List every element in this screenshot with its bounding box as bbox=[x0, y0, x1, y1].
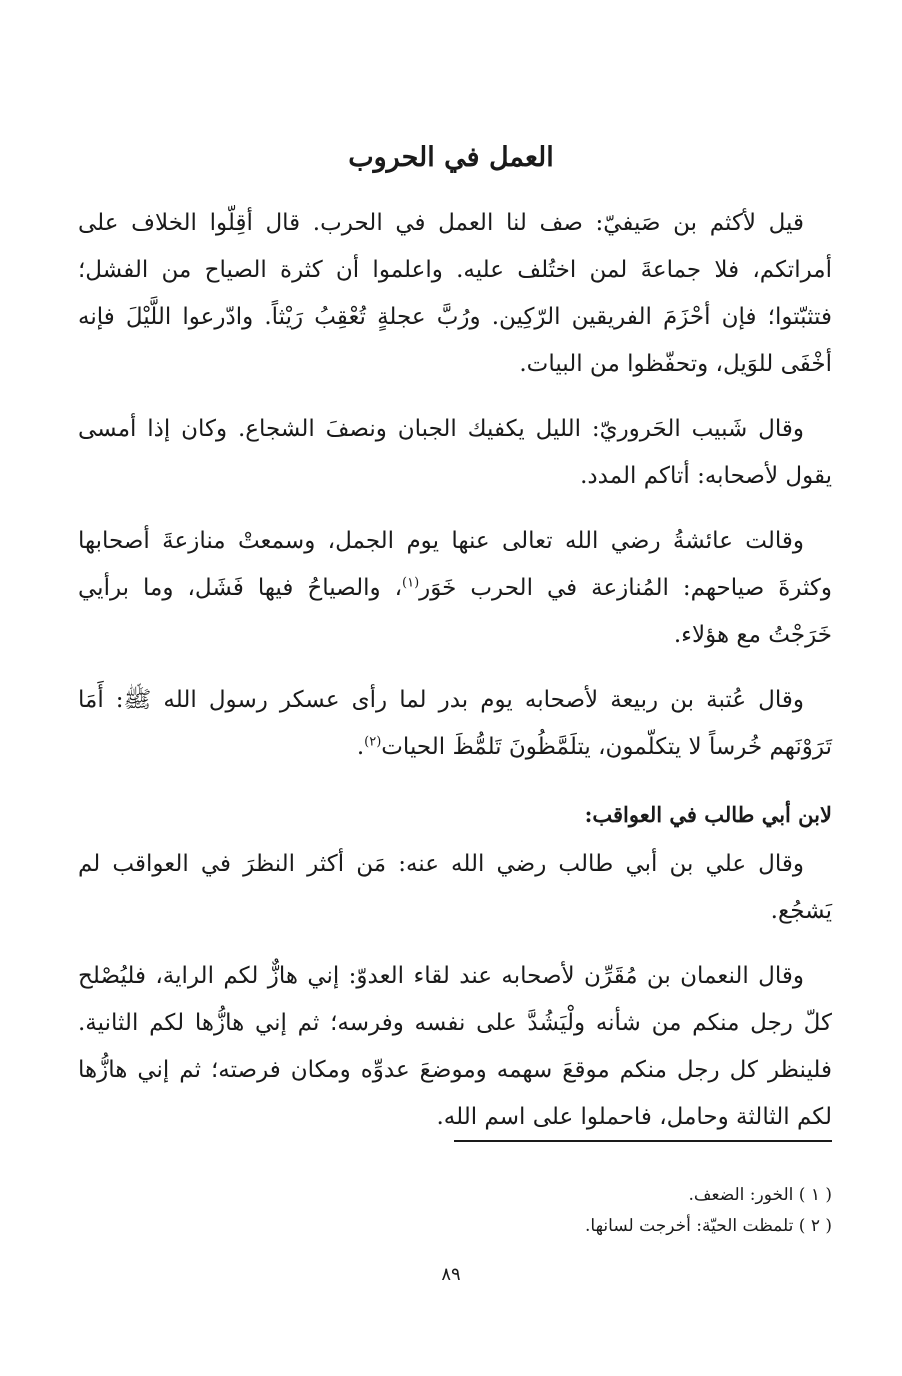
section-heading: لابن أبي طالب في العواقب: bbox=[584, 802, 832, 827]
footnote-text: تلمظت الحيّة: أخرجت لسانها. bbox=[584, 1216, 794, 1236]
paragraph-ali: وقال علي بن أبي طالب رضي الله عنه: مَن أكثر النظرَ في العواقب لم يَشجُع. bbox=[78, 851, 832, 924]
paragraph-utba-part-2: . bbox=[356, 734, 365, 760]
footnote-number: ( ٢ ) bbox=[798, 1216, 832, 1236]
main-text bbox=[78, 200, 832, 1159]
paragraph-numan: وقال النعمان بن مُقَرِّن لأصحابه عند لقاء العدوّ: إني هازٌّ لكم الراية، فليُصْلح كلّ رجل منكم من شأنه ولْيَشُدَّ على نفسه وفرسه؛ ثم إني هازُّها لكم الثانية. فلينظر كل رجل منكم موقعَ سهمه وموضعَ عدوِّه ومكان فرصته؛ ثم إني هازُّها لكم الثالثة وحامل، فاحملوا على اسم الله. bbox=[78, 963, 833, 1130]
footnote-number: ( ١ ) bbox=[798, 1185, 832, 1205]
page-title: العمل في الحروب bbox=[348, 142, 554, 173]
paragraph-shabib: وقال شَبيب الحَروريّ: الليل يكفيك الجبان ونصفَ الشجاع. وكان إذا أمسى يقول لأصحابه: أتاكم المدد. bbox=[78, 416, 832, 489]
footnote-divider bbox=[454, 1140, 832, 1142]
footnote-mark-1: (١) bbox=[402, 575, 420, 591]
footnote-1 bbox=[78, 1180, 832, 1211]
footnote-text: الخور: الضعف. bbox=[688, 1185, 794, 1205]
paragraph-utba bbox=[78, 677, 832, 771]
page-number: ٨٩ bbox=[441, 1264, 461, 1285]
footnotes bbox=[78, 1180, 832, 1242]
footnote-2 bbox=[78, 1211, 832, 1242]
paragraph-aisha-part-2: ، والصياحُ فيها فَشَل، وما برأيي خَرَجْتُ مع هؤلاء. bbox=[78, 575, 832, 648]
paragraph-utba-part-1: وقال عُتبة بن ربيعة لأصحابه يوم بدر لما رأى عسكر رسول الله ﷺ: أَمَا تَرَوْنَهم خُرساً لا يتكلّمون، يتلَمَّظُونَ تَلمُّظَ الحيات bbox=[78, 687, 832, 760]
paragraph-aktham: قيل لأكثم بن صَيفيّ: صف لنا العمل في الحرب. قال أقِلّوا الخلاف على أمراتكم، فلا جماعةَ لمن اختُلف عليه. واعلموا أن كثرة الصياح من الفشل؛ فتثبّتوا؛ فإن أحْزَمَ الفريقين الرّكِين. ورُبَّ عجلةٍ تُعْقِبُ رَيْثاً. وادّرعوا اللَّيْلَ فإنه أخْفَى للوَيل، وتحفّظوا من البيات. bbox=[78, 210, 832, 377]
paragraph-aisha bbox=[78, 518, 832, 659]
footnote-mark-2: (٢) bbox=[364, 734, 382, 750]
paragraph-aisha-part-1: وقالت عائشةُ رضي الله تعالى عنها يوم الجمل، وسمعتْ منازعةَ أصحابها وكثرةَ صياحهم: المُنازعة في الحرب خَوَر bbox=[78, 528, 832, 601]
